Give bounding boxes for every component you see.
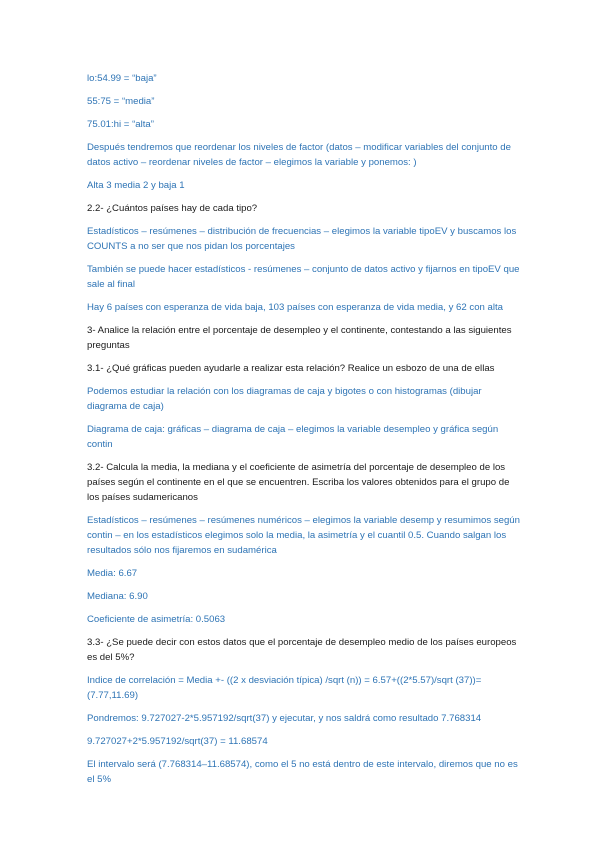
answer-paragraph: Alta 3 media 2 y baja 1 <box>87 180 185 191</box>
answer-paragraph: Estadísticos – resúmenes – resúmenes numéricos – elegimos la variable desemp y resumimos según contin – en los estadísticos elegimos solo la media, la asimetría y el cuantil 0.5. Cuando salgan los resultados sólo nos fijaremos en sudamérica <box>87 515 520 556</box>
answer-paragraph: Mediana: 6.90 <box>87 591 148 602</box>
answer-paragraph: Estadísticos – resúmenes – distribución de frecuencias – elegimos la variable tipoEV y buscamos los COUNTS a no ser que nos pidan los porcentajes <box>87 226 517 252</box>
answer-paragraph: También se puede hacer estadísticos - resúmenes – conjunto de datos activo y fijarnos en tipoEV que sale al final <box>87 264 520 290</box>
answer-paragraph: El intervalo será (7.768314–11.68574), como el 5 no está dentro de este intervalo, diremos que no es el 5% <box>87 759 518 785</box>
answer-paragraph: Podemos estudiar la relación con los diagramas de caja y bigotes o con histogramas (dibujar diagrama de caja) <box>87 386 482 412</box>
answer-paragraph: 9.727027+2*5.957192/sqrt(37) = 11.68574 <box>87 736 268 747</box>
answer-paragraph: lo:54.99 = “baja” <box>87 73 157 84</box>
question-paragraph: 3.1- ¿Qué gráficas pueden ayudarle a realizar esta relación? Realice un esbozo de una de ellas <box>87 363 495 374</box>
answer-paragraph: Hay 6 países con esperanza de vida baja, 103 países con esperanza de vida media, y 62 con alta <box>87 302 503 313</box>
answer-paragraph: Diagrama de caja: gráficas – diagrama de caja – elegimos la variable desempleo y gráfica según contin <box>87 424 499 450</box>
answer-paragraph: Indice de correlación = Media +- ((2 x desviación típica) /sqrt (n)) = 6.57+((2*5.57)/sqrt (37))=(7.77,11.69) <box>87 675 482 701</box>
answer-paragraph: Coeficiente de asimetría: 0.5063 <box>87 614 226 625</box>
question-paragraph: 3.2- Calcula la media, la mediana y el coeficiente de asimetría del porcentaje de desempleo de los países según el continente en el que se encuentren. Escriba los valores obtenidos para el grupo de los países sudamericanos <box>87 462 510 503</box>
question-paragraph: 2.2- ¿Cuántos países hay de cada tipo? <box>87 203 258 214</box>
answer-paragraph: Después tendremos que reordenar los niveles de factor (datos – modificar variables del conjunto de datos activo – reordenar niveles de factor – elegimos la variable y ponemos: ) <box>87 142 511 168</box>
question-paragraph: 3.3- ¿Se puede decir con estos datos que el porcentaje de desempleo medio de los países europeos es del 5%? <box>87 637 517 663</box>
question-paragraph: 3- Analice la relación entre el porcentaje de desempleo y el continente, contestando a las siguientes preguntas <box>87 325 512 351</box>
answer-paragraph: Pondremos: 9.727027-2*5.957192/sqrt(37) y ejecutar, y nos saldrá como resultado 7.768314 <box>87 713 482 724</box>
answer-paragraph: Media: 6.67 <box>87 568 138 579</box>
answer-paragraph: 55:75 = “media” <box>87 96 155 107</box>
document-body <box>87 71 522 787</box>
answer-paragraph: 75.01:hi = “alta” <box>87 119 154 130</box>
